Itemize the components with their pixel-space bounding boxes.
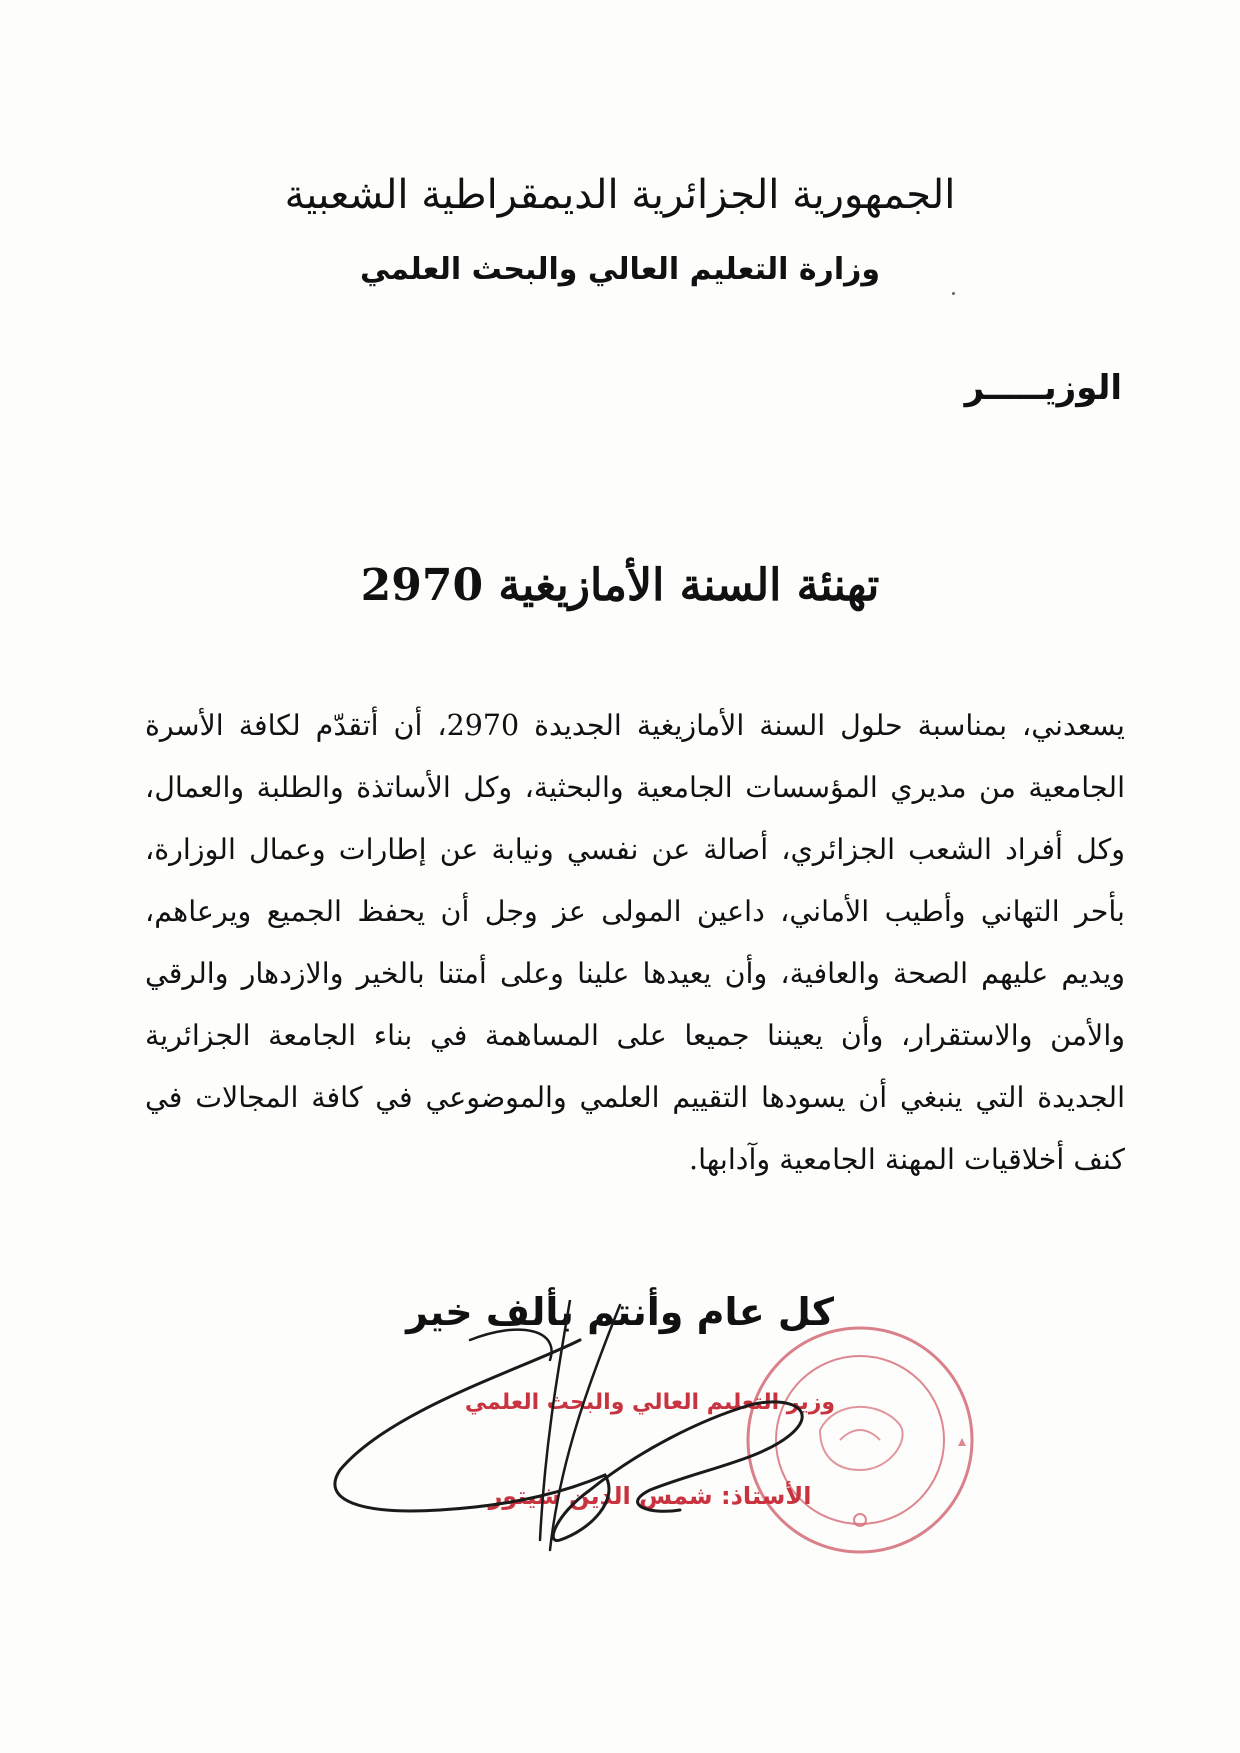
stamp-name: الأستاذ: شمس الدين شيتور [488,1482,812,1510]
closing-greeting: كل عام وأنتم بألف خير [406,1290,834,1334]
signature-icon [320,1300,920,1560]
ministry-header: وزارة التعليم العالي والبحث العلمي [359,252,881,287]
letter-body: يسعدني، بمناسبة حلول السنة الأمازيغية الجديدة 2970، أن أتقدّم لكافة الأسرة الجامعية من مديري المؤسسات الجامعية والبحثية، وكل الأساتذة والطلبة والعمال، وكل أفراد الشعب الجزائري، أصالة عن نفسي ونيابة عن إطارات وعمال الوزارة، بأحر التهاني وأطيب الأماني، داعين المولى عز وجل أن يحفظ الجميع ويرعاهم، ويديم عليهم الصحة والعافية، وأن يعيدها علينا وعلى أمتنا بالخير والازدهار والرقي والأمن والاستقرار، وأن يعيننا جميعا على المساهمة في بناء الجامعة الجزائرية الجديدة التي ينبغي أن يسودها التقييم العلمي والموضوعي في كافة المجالات في كنف أخلاقيات المهنة الجامعية وآدابها. [145,709,1125,1176]
minister-label: الوزيـــــر [964,368,1122,408]
stamp-title: وزير التعليم العالي والبحث العلمي [464,1390,836,1415]
letter-title: تهنئة السنة الأمازيغية 2970 [360,560,880,611]
republic-header: الجمهورية الجزائرية الديمقراطية الشعبية [284,172,956,218]
speck [952,292,955,295]
